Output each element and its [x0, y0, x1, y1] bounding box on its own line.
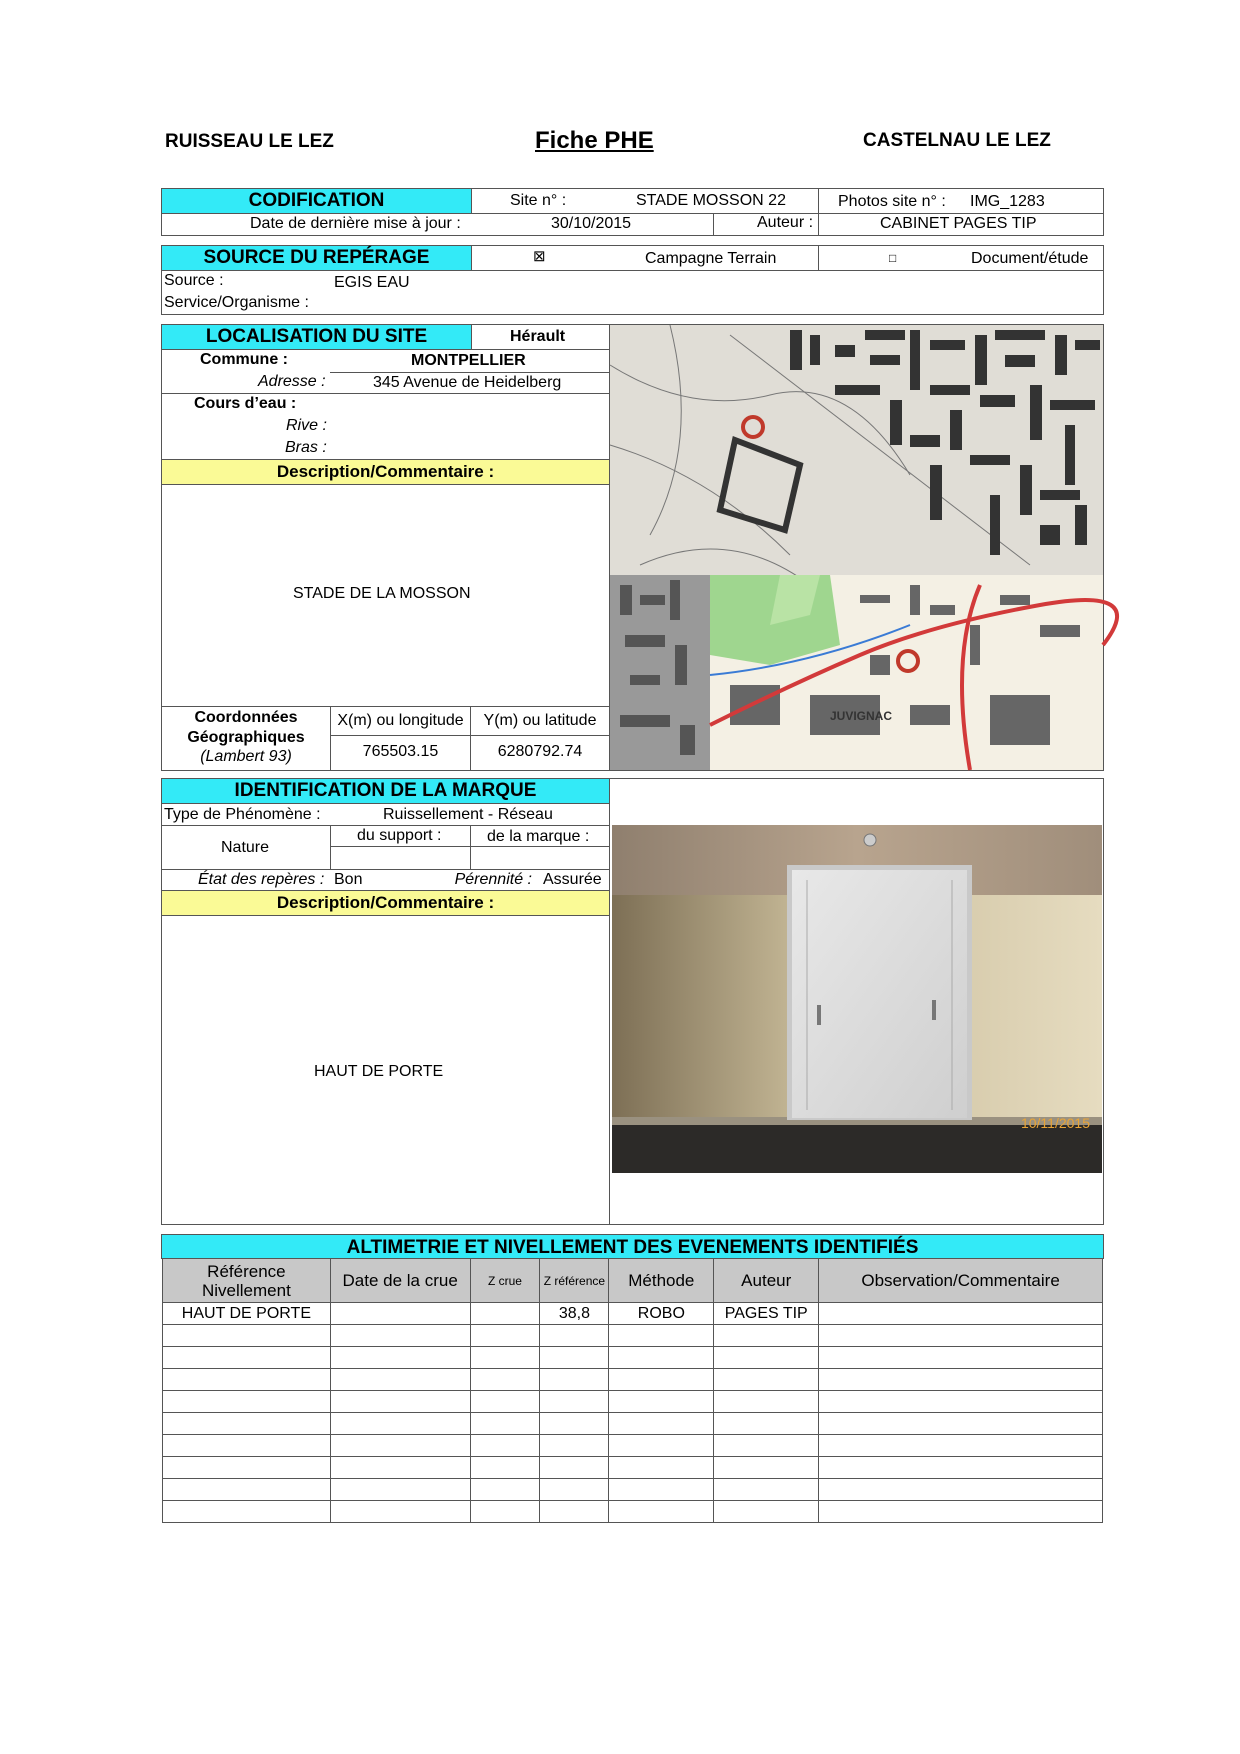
etat-label: État des repères : — [198, 871, 325, 888]
table-cell: ROBO — [609, 1303, 714, 1325]
localisation-desc-title: Description/Commentaire : — [162, 460, 609, 484]
table-cell: HAUT DE PORTE — [163, 1303, 331, 1325]
photo-date: 10/11/2015 — [1020, 1115, 1090, 1131]
site-label: Site n° : — [510, 192, 567, 209]
table-cell — [609, 1391, 714, 1413]
table-cell — [540, 1413, 609, 1435]
site-photo — [612, 825, 1102, 1173]
table-row — [163, 1457, 1103, 1479]
location-map — [610, 325, 1103, 770]
codification-title: CODIFICATION — [162, 189, 471, 213]
perennite-label: Pérennité : — [454, 871, 532, 888]
service-value: EGIS EAU — [334, 274, 410, 291]
date-label: Date de dernière mise à jour : — [250, 215, 461, 232]
table-cell — [163, 1325, 331, 1347]
table-cell — [163, 1391, 331, 1413]
table-cell — [330, 1435, 470, 1457]
localisation-title: LOCALISATION DU SITE — [162, 325, 471, 349]
type-label: Type de Phénomène : — [164, 806, 321, 823]
table-row — [163, 1325, 1103, 1347]
author-value: CABINET PAGES TIP — [880, 215, 1037, 232]
table-cell — [819, 1479, 1103, 1501]
column-header: Référence Nivellement — [163, 1259, 331, 1303]
table-cell — [470, 1303, 540, 1325]
table-cell — [163, 1347, 331, 1369]
commune-value: MONTPELLIER — [411, 352, 526, 369]
source-title: SOURCE DU REPÉRAGE — [162, 246, 471, 270]
table-cell — [540, 1325, 609, 1347]
service-label: Service/Organisme : — [164, 294, 309, 311]
table-cell — [470, 1457, 540, 1479]
table-cell — [819, 1501, 1103, 1523]
identification-desc-value: HAUT DE PORTE — [314, 1063, 444, 1080]
table-header-row — [163, 1259, 1103, 1303]
table-cell — [609, 1457, 714, 1479]
identification-title: IDENTIFICATION DE LA MARQUE — [162, 779, 609, 803]
table-cell — [819, 1413, 1103, 1435]
table-cell — [609, 1479, 714, 1501]
table-cell — [163, 1457, 331, 1479]
table-cell: PAGES TIP — [714, 1303, 819, 1325]
table-cell — [330, 1303, 470, 1325]
perennite-value: Assurée — [543, 871, 602, 888]
commune-name: CASTELNAU LE LEZ — [863, 130, 1051, 151]
table-cell — [330, 1501, 470, 1523]
table-cell — [714, 1413, 819, 1435]
y-value: 6280792.74 — [497, 743, 583, 760]
coord-label-1: Coordonnées — [194, 709, 298, 726]
table-cell — [330, 1391, 470, 1413]
table-cell — [609, 1501, 714, 1523]
adresse-label: Adresse : — [258, 373, 326, 390]
altimetrie-table — [162, 1258, 1103, 1523]
table-row — [163, 1303, 1103, 1325]
adresse-value: 345 Avenue de Heidelberg — [373, 374, 562, 391]
document-label: Document/étude — [971, 250, 1089, 267]
map-label: JUVIGNAC — [830, 709, 893, 723]
table-cell — [714, 1347, 819, 1369]
table-row — [163, 1435, 1103, 1457]
table-cell — [609, 1347, 714, 1369]
column-header: Date de la crue — [330, 1259, 470, 1303]
table-cell — [330, 1369, 470, 1391]
table-cell — [714, 1501, 819, 1523]
table-cell — [714, 1435, 819, 1457]
page-title: Fiche PHE — [535, 127, 654, 154]
table-row — [163, 1413, 1103, 1435]
table-cell — [609, 1369, 714, 1391]
y-label: Y(m) ou latitude — [483, 712, 597, 729]
table-row — [163, 1501, 1103, 1523]
x-label: X(m) ou longitude — [337, 712, 464, 729]
localisation-desc-value: STADE DE LA MOSSON — [293, 585, 471, 602]
table-cell — [163, 1479, 331, 1501]
bras-label: Bras : — [285, 439, 327, 456]
table-cell — [470, 1413, 540, 1435]
site-value: STADE MOSSON 22 — [636, 192, 786, 209]
table-cell — [540, 1435, 609, 1457]
table-cell — [163, 1413, 331, 1435]
altimetrie-title: ALTIMETRIE ET NIVELLEMENT DES EVENEMENTS IDENTIFIÉS — [161, 1234, 1104, 1259]
table-cell — [540, 1501, 609, 1523]
coord-label-3: (Lambert 93) — [200, 748, 292, 765]
campagne-label: Campagne Terrain — [645, 250, 777, 267]
identification-desc-title: Description/Commentaire : — [162, 891, 609, 915]
date-value: 30/10/2015 — [551, 215, 632, 232]
table-cell — [470, 1479, 540, 1501]
table-cell — [540, 1457, 609, 1479]
column-header: Observation/Commentaire — [819, 1259, 1103, 1303]
table-cell — [163, 1435, 331, 1457]
column-header: Méthode — [609, 1259, 714, 1303]
table-cell — [540, 1347, 609, 1369]
commune-label: Commune : — [200, 351, 288, 368]
table-cell — [470, 1391, 540, 1413]
table-cell — [819, 1457, 1103, 1479]
author-label: Auteur : — [757, 214, 814, 231]
table-cell — [819, 1347, 1103, 1369]
etat-value: Bon — [334, 871, 363, 888]
table-cell — [819, 1325, 1103, 1347]
table-row — [163, 1391, 1103, 1413]
column-header: Auteur — [714, 1259, 819, 1303]
nature-label: Nature — [221, 839, 270, 856]
river-name: RUISSEAU LE LEZ — [165, 131, 334, 152]
table-cell — [609, 1435, 714, 1457]
table-cell — [330, 1413, 470, 1435]
cours-label: Cours d’eau : — [194, 395, 297, 412]
table-cell — [540, 1391, 609, 1413]
table-cell — [163, 1369, 331, 1391]
support-label: du support : — [357, 827, 442, 844]
type-value: Ruissellement - Réseau — [383, 806, 553, 823]
table-cell — [714, 1391, 819, 1413]
table-cell: 38,8 — [540, 1303, 609, 1325]
column-header: Z crue — [470, 1259, 540, 1303]
table-cell — [163, 1501, 331, 1523]
table-cell — [714, 1457, 819, 1479]
marque-label: de la marque : — [487, 828, 590, 845]
table-cell — [470, 1435, 540, 1457]
table-cell — [819, 1303, 1103, 1325]
table-cell — [714, 1325, 819, 1347]
table-cell — [470, 1501, 540, 1523]
table-cell — [330, 1325, 470, 1347]
photos-label: Photos site n° : — [838, 193, 946, 210]
department: Hérault — [510, 328, 566, 345]
table-cell — [540, 1369, 609, 1391]
table-cell — [819, 1391, 1103, 1413]
table-cell — [470, 1325, 540, 1347]
table-row — [163, 1369, 1103, 1391]
table-row — [163, 1479, 1103, 1501]
photos-value: IMG_1283 — [970, 193, 1045, 210]
column-header: Z référence — [540, 1259, 609, 1303]
x-value: 765503.15 — [362, 743, 439, 760]
table-cell — [330, 1479, 470, 1501]
table-cell — [714, 1479, 819, 1501]
table-cell — [609, 1325, 714, 1347]
table-cell — [470, 1347, 540, 1369]
table-cell — [540, 1479, 609, 1501]
table-cell — [609, 1413, 714, 1435]
unchecked-checkbox[interactable]: □ — [889, 251, 897, 265]
table-cell — [330, 1457, 470, 1479]
checked-checkbox[interactable]: ⊠ — [533, 248, 546, 265]
table-row — [163, 1347, 1103, 1369]
source-label: Source : — [164, 272, 224, 289]
table-cell — [819, 1369, 1103, 1391]
table-cell — [819, 1435, 1103, 1457]
coord-label-2: Géographiques — [187, 729, 305, 746]
table-cell — [330, 1347, 470, 1369]
table-cell — [714, 1369, 819, 1391]
rive-label: Rive : — [286, 417, 327, 434]
table-cell — [470, 1369, 540, 1391]
